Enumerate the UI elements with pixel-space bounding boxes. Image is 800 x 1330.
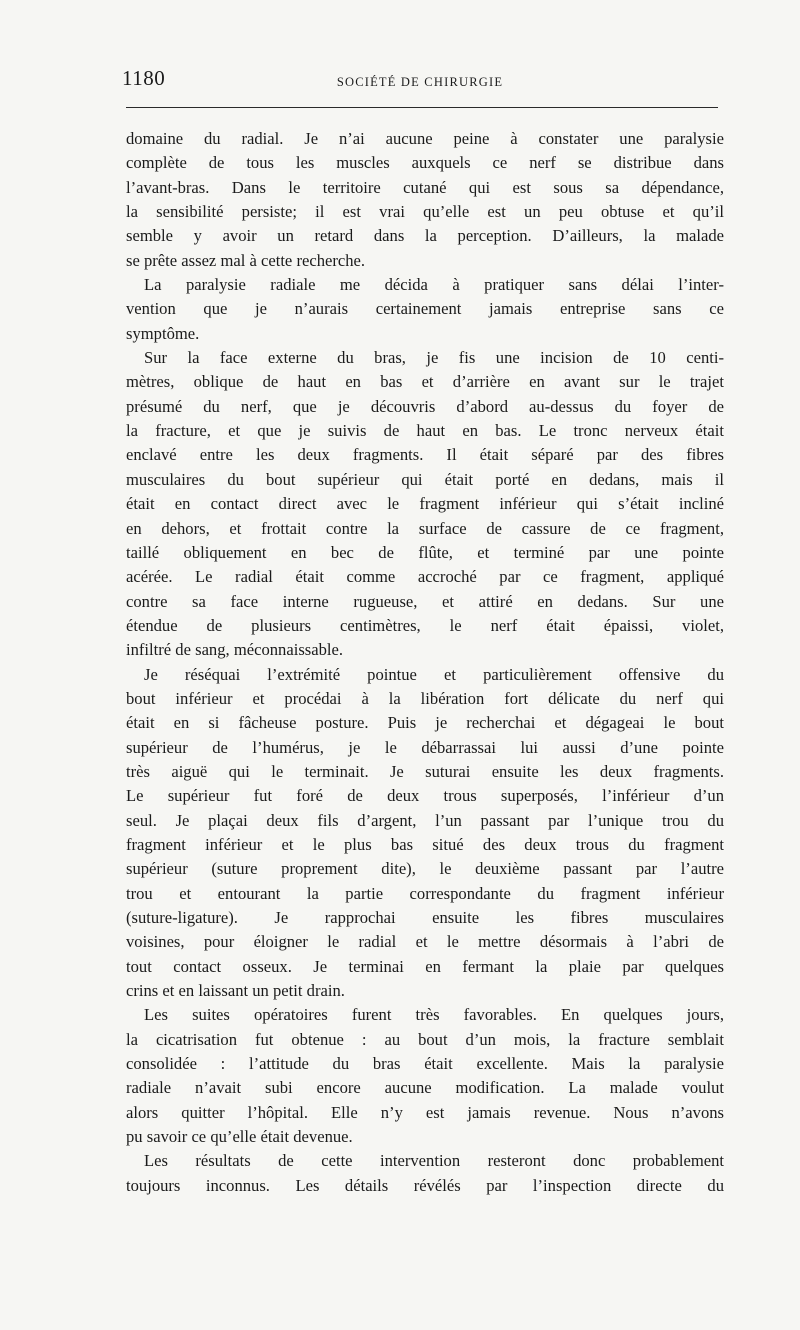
text-line: semble y avoir un retard dans la perception. D’ailleurs, la malade	[126, 226, 724, 246]
text-line: trou et entourant la partie correspondante du fragment inférieur	[126, 883, 724, 903]
running-head	[122, 66, 718, 100]
text-line: musculaires du bout supérieur qui était porté en dedans, mais il	[126, 469, 724, 489]
text-line: infiltré de sang, méconnaissable.	[126, 640, 344, 660]
text-line: l’avant-bras. Dans le territoire cutané qui est sous sa dépendance,	[126, 177, 724, 197]
text-line: mètres, oblique de haut en bas et d’arrière en avant sur le trajet	[126, 372, 724, 392]
text-line: symptôme.	[126, 323, 200, 343]
text-line: la fracture, et que je suivis de haut en bas. Le tronc nerveux était	[126, 421, 724, 441]
text-line: toujours inconnus. Les détails révélés par l’inspection directe du	[126, 1175, 724, 1195]
text-line: acérée. Le radial était comme accroché par ce fragment, appliqué	[126, 567, 724, 587]
text-line: alors quitter l’hôpital. Elle n’y est jamais revenue. Nous n’avons	[126, 1102, 724, 1122]
text-line: la sensibilité persiste; il est vrai qu’elle est un peu obtuse et qu’il	[126, 202, 724, 222]
header-rule	[126, 107, 718, 108]
text-line: pu savoir ce qu’elle était devenue.	[126, 1127, 353, 1147]
text-line: très aiguë qui le terminait. Je suturai ensuite les deux fragments.	[126, 761, 724, 781]
text-line: présumé du nerf, que je découvris d’abord au-dessus du foyer de	[126, 396, 724, 416]
body-text	[126, 127, 724, 1198]
text-line: radiale n’avait subi encore aucune modification. La malade voulut	[126, 1078, 724, 1098]
text-line: supérieur de l’humérus, je le débarrassai lui aussi d’une pointe	[126, 737, 724, 757]
text-line: vention que je n’aurais certainement jamais entreprise sans ce	[126, 299, 724, 319]
text-line: étendue de plusieurs centimètres, le nerf était épaissi, violet,	[126, 615, 724, 635]
text-line: Les résultats de cette intervention resteront donc probablement	[144, 1151, 724, 1171]
text-line: consolidée : l’attitude du bras était excellente. Mais la paralysie	[126, 1054, 724, 1074]
text-line: fragment inférieur et le plus bas situé des deux trous du fragment	[126, 834, 724, 854]
text-line: était en contact direct avec le fragment inférieur qui s’était incliné	[126, 494, 724, 514]
text-line: voisines, pour éloigner le radial et le mettre désormais à l’abri de	[126, 932, 724, 952]
page-number: 1180	[122, 66, 166, 90]
text-line: tout contact osseux. Je terminai en fermant la plaie par quelques	[126, 956, 724, 976]
text-line: bout inférieur et procédai à la libération fort délicate du nerf qui	[126, 688, 724, 708]
text-line: (suture-ligature). Je rapprochai ensuite les fibres musculaires	[126, 908, 724, 927]
text-line: domaine du radial. Je n’ai aucune peine à constater une paralysie	[126, 129, 724, 148]
text-line: se prête assez mal à cette recherche.	[126, 250, 366, 270]
text-line: contre sa face interne rugueuse, et attiré en dedans. Sur une	[126, 591, 724, 611]
text-line: taillé obliquement en bec de flûte, et terminé par une pointe	[126, 542, 724, 562]
text-line: Les suites opératoires furent très favorables. En quelques jours,	[144, 1005, 724, 1025]
text-line: seul. Je plaçai deux fils d’argent, l’un passant par l’unique trou du	[126, 810, 724, 830]
text-line: enclavé entre les deux fragments. Il était séparé par des fibres	[126, 445, 724, 465]
text-line: complète de tous les muscles auxquels ce nerf se distribue dans	[126, 153, 724, 173]
text-line: la cicatrisation fut obtenue : au bout d’un mois, la fracture semblait	[126, 1029, 724, 1049]
text-line: supérieur (suture proprement dite), le deuxième passant par l’autre	[126, 859, 724, 879]
text-line: en dehors, et frottait contre la surface de cassure de ce fragment,	[126, 518, 724, 538]
text-line: était en si fâcheuse posture. Puis je recherchai et dégageai le bout	[126, 713, 724, 733]
text-line: crins et en laissant un petit drain.	[126, 981, 345, 1001]
text-line: La paralysie radiale me décida à pratiquer sans délai l’inter-	[144, 275, 724, 295]
text-line: Je réséquai l’extrémité pointue et particulièrement offensive du	[144, 664, 724, 684]
text-line: Le supérieur fut foré de deux trous superposés, l’inférieur d’un	[126, 786, 724, 806]
running-title: SOCIÉTÉ DE CHIRURGIE	[336, 75, 504, 89]
text-line: Sur la face externe du bras, je fis une incision de 10 centi-	[144, 348, 724, 368]
